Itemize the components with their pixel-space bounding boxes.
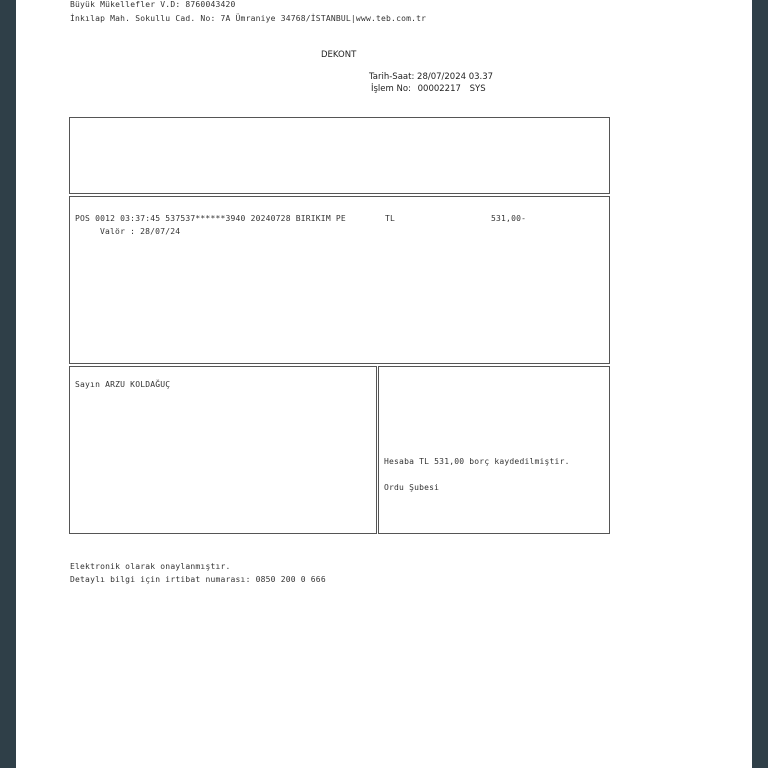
datetime-row	[369, 72, 493, 82]
transaction-amount: 531,00-	[491, 214, 527, 223]
datetime-value: 28/07/2024 03.37	[417, 72, 494, 82]
transaction-code: SYS	[469, 84, 486, 94]
branch-name: Ordu Şubesi	[384, 483, 440, 492]
document-title: DEKONT	[321, 50, 357, 60]
debit-text: Hesaba TL 531,00 borç kaydedilmiştir.	[384, 457, 570, 466]
account-note-box	[378, 366, 610, 534]
empty-header-box	[69, 117, 610, 194]
customer-box	[69, 366, 377, 534]
customer-greeting: Sayın ARZU KOLDAĞUÇ	[75, 380, 171, 389]
address-line: İnkılap Mah. Sokullu Cad. No: 7A Ümraniye 34768/İSTANBUL|www.teb.com.tr	[70, 14, 427, 23]
transaction-number-label: İşlem No:	[371, 84, 411, 94]
transaction-line: POS 0012 03:37:45 537537******3940 20240728 BIRIKIM PE	[75, 214, 346, 223]
transaction-number-row	[371, 84, 486, 94]
valor-line: Valör : 28/07/24	[100, 227, 181, 236]
datetime-label: Tarih-Saat:	[369, 72, 415, 82]
receipt-page	[16, 0, 752, 768]
tax-office-line: Büyük Mükellefler V.D: 8760043420	[70, 0, 236, 9]
transaction-currency: TL	[385, 214, 396, 223]
approval-text: Elektronik olarak onaylanmıştır.	[70, 562, 231, 571]
transaction-box	[69, 196, 610, 364]
transaction-number-value: 00002217	[417, 84, 461, 94]
contact-text: Detaylı bilgi için irtibat numarası: 0850 200 0 666	[70, 575, 326, 584]
